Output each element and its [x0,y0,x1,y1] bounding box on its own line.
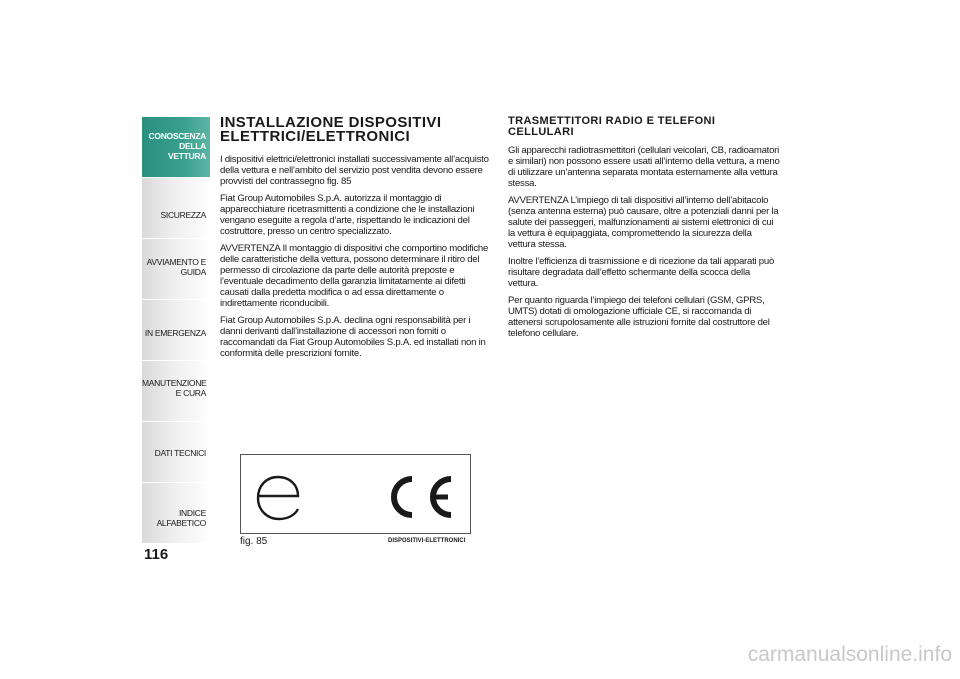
tab-in-emergenza[interactable] [142,299,210,360]
tab-label: DATI TECNICI [154,448,206,458]
tab-label: IN EMERGENZA [144,328,206,338]
tab-avviamento-e-guida[interactable] [142,238,210,299]
figure-code: DISPOSITIVI-ELETTRONICI [388,538,466,544]
tab-label: AVVIAMENTO E GUIDA [146,257,206,277]
chapter-tabs [142,116,210,543]
paragraph: I dispositivi elettrici/elettronici installati successivamente all’acquisto della vettura e nell’ambito del servizio post vendita devono essere provvisti del contrassegno fig. 85 [220,154,489,187]
tab-sicurezza[interactable] [142,177,210,238]
section-title: INSTALLAZIONE DISPOSITIVI ELETTRICI/ELETTRONICI [220,114,442,145]
paragraph: Gli apparecchi radiotrasmettitori (cellulari veicolari, CB, radioamatori e similari) non possono essere usati all’interno della vettura, a meno di utilizzare un’antenna separata montata esternamente alla vettura stessa. [508,145,780,189]
left-column [220,116,492,365]
tab-label: MANUTENZIONE E CURA [142,378,207,398]
paragraph: Fiat Group Automobiles S.p.A. declina ogni responsabilità per i danni derivanti dall’installazione di accessori non forniti o raccomandati da Fiat Group Automobiles S.p.A. ed installati non in conformità delle prescrizioni fornite. [220,315,486,359]
tab-label: CONOSCENZA DELLA VETTURA [148,131,206,161]
watermark: carmanualsonline.info [747,643,952,666]
paragraph: AVVERTENZA Il montaggio di dispositivi che comportino modifiche delle caratteristiche della vettura, possono determinare il ritiro del permesso di circolazione da parte delle autorità preposte e l’eventuale decadimento della garanzia limitatamente ai difetti causati dalla predetta modifica o ad essa direttamente o indirettamente riconducibili. [220,243,489,309]
paragraph: Inoltre l’efficienza di trasmissione e di ricezione da tali apparati può risultare degradata dall’effetto schermante della scocca della vettura. [508,256,775,289]
e-mark-icon [258,477,298,519]
tab-indice-alfabetico[interactable] [142,482,210,543]
paragraph: Fiat Group Automobiles S.p.A. autorizza il montaggio di apparecchiature ricetrasmittenti a condizione che le installazioni vengano eseguite a regola d’arte, rispettando le indicazioni del costruttore, presso un centro specializzato. [220,193,475,237]
tab-label: INDICE ALFABETICO [156,508,206,528]
figure-caption: fig. 85 [240,536,268,547]
tab-conoscenza-della-vettura[interactable] [142,116,210,177]
paragraph: Per quanto riguarda l’impiego dei telefoni cellulari (GSM, GPRS, UMTS) dotati di omologazione ufficiale CE, si raccomanda di attenersi scrupolosamente alle istruzioni fornite dal costruttore del telefono cellulare. [508,295,770,339]
tab-dati-tecnici[interactable] [142,421,210,482]
tab-label: SICUREZZA [160,210,206,220]
page-number: 116 [144,546,169,563]
right-column [508,116,780,345]
section-title: TRASMETTITORI RADIO E TELEFONI CELLULARI [508,115,716,138]
ce-mark-icon [394,479,451,515]
figure-85 [240,454,471,534]
tab-manutenzione-e-cura[interactable] [142,360,210,421]
paragraph: AVVERTENZA L’impiego di tali dispositivi all’interno dell’abitacolo (senza antenna esterna) può causare, oltre a potenziali danni per la salute dei passeggeri, malfunzionamenti ai sistemi elettronici di cui la vettura è equipaggiata, compromettendo la sicurezza della vettura stessa. [508,195,779,250]
